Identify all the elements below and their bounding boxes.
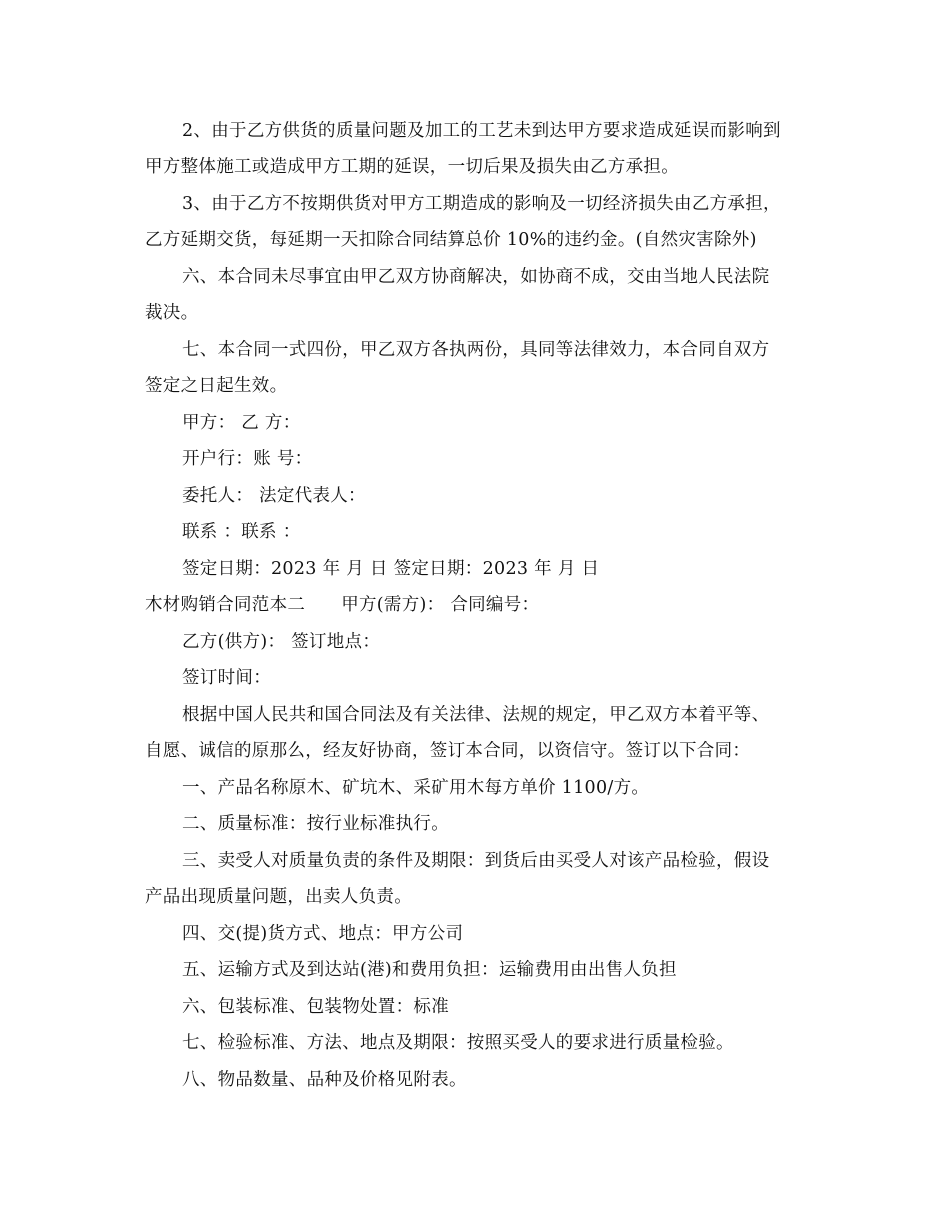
paragraph-line: 签定之日起生效。 xyxy=(145,376,288,396)
representative-line: 委托人： 法定代表人： xyxy=(182,486,366,506)
paragraph-line: 裁决。 xyxy=(145,303,199,323)
paragraph-line: 2、由于乙方供货的质量问题及加工的工艺未到达甲方要求造成延误而影响到 xyxy=(182,121,781,141)
clause-line: 六、包装标准、包装物处置：标准 xyxy=(182,997,449,1017)
clause-line: 七、检验标准、方法、地点及期限：按照买受人的要求进行质量检验。 xyxy=(182,1033,734,1053)
clause-line: 三、卖受人对质量负责的条件及期限：到货后由买受人对该产品检验，假设 xyxy=(182,851,770,871)
paragraph-line: 六、本合同未尽事宜由甲乙双方协商解决，如协商不成，交由当地人民法院 xyxy=(182,267,770,287)
paragraph-line: 根据中国人民共和国合同法及有关法律、法规的规定，甲乙双方本着平等、 xyxy=(182,705,770,725)
paragraph-line: 自愿、诚信的原那么，经友好协商，签订本合同，以资信守。签订以下合同： xyxy=(145,741,751,761)
buyer-and-contract-number: 甲方(需方)： 合同编号： xyxy=(341,595,540,615)
clause-line: 五、运输方式及到达站(港)和费用负担：运输费用由出售人负担 xyxy=(182,960,677,980)
paragraph-line: 3、由于乙方不按期供货对甲方工期造成的影响及一切经济损失由乙方承担， xyxy=(182,194,781,214)
contact-line: 联系 ：联系 ： xyxy=(182,522,301,542)
paragraph-line: 甲方整体施工或造成甲方工期的延误，一切后果及损失由乙方承担。 xyxy=(145,157,679,177)
seller-and-sign-place: 乙方(供方)： 签订地点： xyxy=(182,632,381,652)
contract-title: 木材购销合同范本二 xyxy=(145,595,306,615)
clause-line: 八、物品数量、品种及价格见附表。 xyxy=(182,1070,467,1090)
contract-header-line xyxy=(145,594,539,616)
paragraph-line: 七、本合同一式四份，甲乙双方各执两份，具同等法律效力，本合同自双方 xyxy=(182,340,770,360)
clause-line: 二、质量标准：按行业标准执行。 xyxy=(182,814,449,834)
clause-line: 产品出现质量问题，出卖人负责。 xyxy=(145,887,412,907)
sign-date-line: 签定日期：2023 年 月 日 签定日期：2023 年 月 日 xyxy=(182,559,600,579)
sign-time-line: 签订时间： xyxy=(182,668,271,688)
signature-party-line: 甲方： 乙 方： xyxy=(182,413,301,433)
paragraph-line: 乙方延期交货，每延期一天扣除合同结算总价 10%的违约金。(自然灾害除外) xyxy=(145,230,757,250)
clause-line: 四、交(提)货方式、地点：甲方公司 xyxy=(182,924,464,944)
clause-line: 一、产品名称原木、矿坑木、采矿用木每方单价 1100/方。 xyxy=(182,778,650,798)
bank-account-line: 开户行：账 号： xyxy=(182,449,313,469)
